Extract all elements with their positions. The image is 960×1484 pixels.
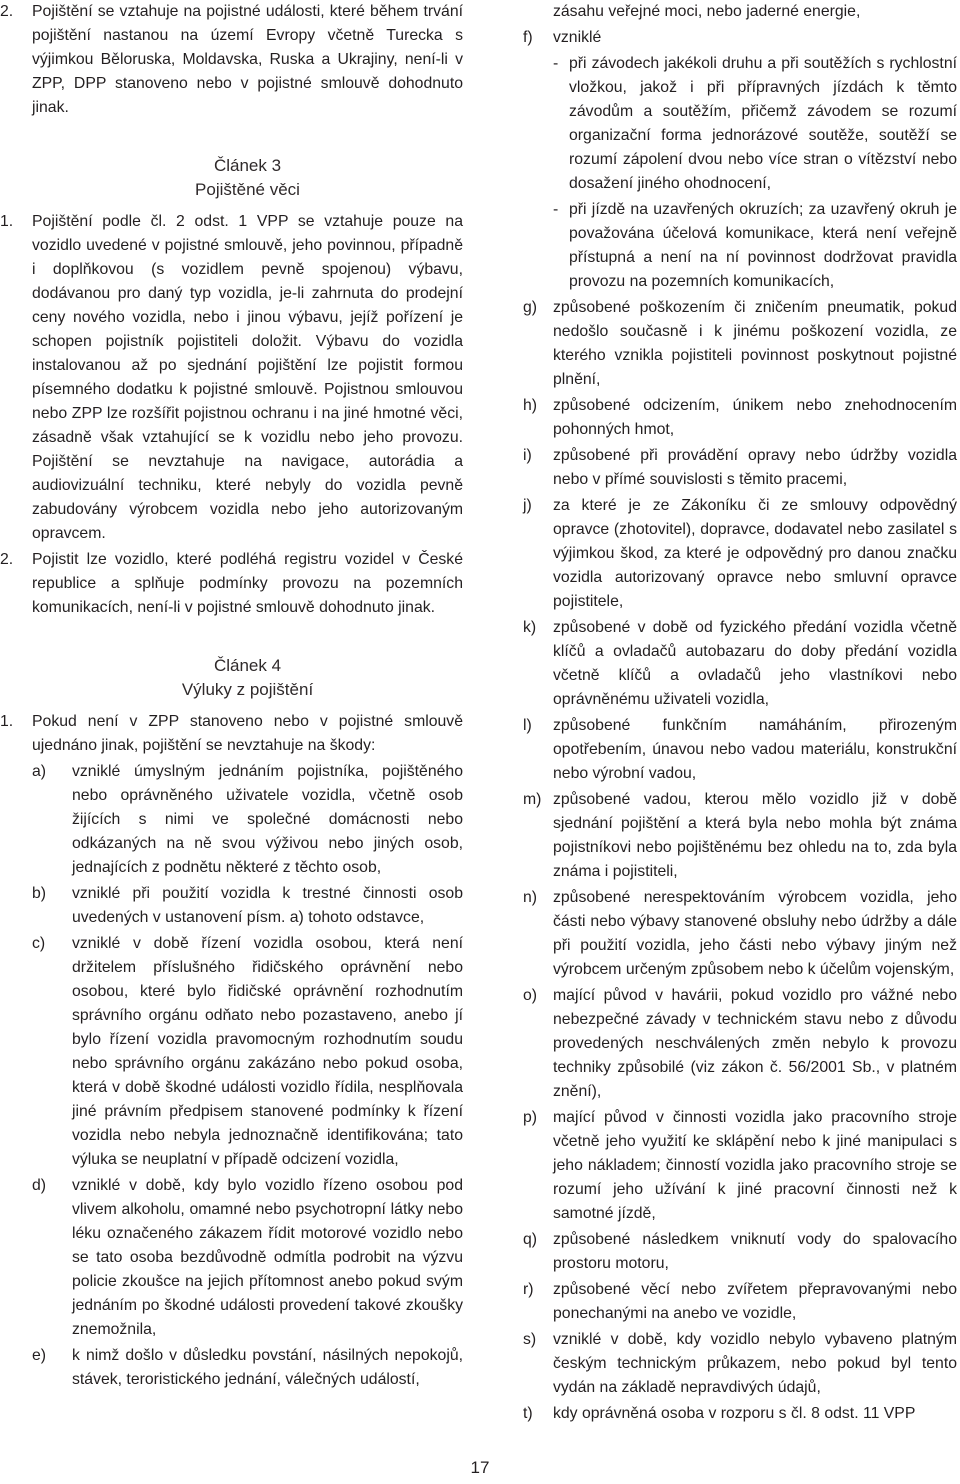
item-letter: j) <box>523 497 532 514</box>
exclusion-item-e <box>0 1344 463 1392</box>
paragraph-number: 2. <box>0 551 14 568</box>
article4-paragraph-1 <box>0 710 463 758</box>
item-text: způsobené v době od fyzického předání vozidla včetně klíčů a ovladačů autobazaru do doby předání vozidla včetně klíčů a ovladačů jeho vlastníkovi nebo oprávněnému uživateli vozidla, <box>553 619 957 708</box>
exclusion-item-s <box>497 1328 957 1400</box>
article2-paragraph-2 <box>0 0 463 120</box>
article3-paragraph-2 <box>0 548 463 620</box>
paragraph-text: Pojištění podle čl. 2 odst. 1 VPP se vztahuje pouze na vozidlo uvedené v pojistné smlouvě, jeho povinnou, případně i doplňkovou (s vozidlem pevně spojenou) výbavu, dodávanou pro daný typ vozidla, je-li zahrnuta do prodejní ceny nového vozidla, nebo i jinou výbavu, jejíž pořízení je schopen pojistník pojistiteli doložit. Výbavu do vozidla instalovanou až po sjednání pojištění lze pojistit formou písemného dodatku k pojistné smlouvě. Pojistnou smlouvou nebo ZPP lze rozšířit pojistnou ochranu i na jiné hmotné věci, zásadně však vztahující se k vozidlu nebo jeho provozu. Pojištění se nevztahuje na navigace, autorádia a audiovizuální techniku, které nebyly do vozidla pevně zabudovány výrobcem vozidla nebo jeho autorizovaným opravcem. <box>32 213 463 542</box>
exclusion-item-f <box>497 26 957 50</box>
item-text: způsobené při provádění opravy nebo údržby vozidla nebo v přímé souvislosti s těmito pracemi, <box>553 447 957 488</box>
item-text: způsobené nerespektováním výrobcem vozidla, jeho části nebo výbavy stanovené obsluhy nebo údržby a dále při použití vozidla, jeho části nebo výbavy jiným než výrobcem určeným způsobem nebo k účelům vojenským, <box>553 889 957 978</box>
item-letter: n) <box>523 889 538 906</box>
item-letter: k) <box>523 619 537 636</box>
item-text: mající původ v havárii, pokud vozidlo pro vážné nebo nebezpečné závady v technickém stavu nebo z důvodu provedených neschválených změn nebylo k provozu techniky způsobilé (viz zákon č. 56/2001 Sb., v platném znění), <box>553 987 957 1100</box>
exclusion-item-f-dash-1 <box>497 52 957 196</box>
item-letter: c) <box>32 935 46 952</box>
item-letter: i) <box>523 447 532 464</box>
left-column <box>0 0 463 1394</box>
exclusion-item-j <box>497 494 957 614</box>
item-letter: f) <box>523 29 533 46</box>
item-letter: b) <box>32 885 47 902</box>
paragraph-number: 1. <box>0 213 14 230</box>
exclusion-item-a <box>0 760 463 880</box>
exclusion-item-o <box>497 984 957 1104</box>
exclusion-item-d <box>0 1174 463 1342</box>
item-text: za které je ze Zákoníku či ze smlouvy odpovědný opravce (zhotovitel), dopravce, dodavatel nebo zasilatel s výjimkou škod, za které je odpovědný pro danou značku vozidla autorizovaný opravce nebo smluvní opravce pojistitele, <box>553 497 957 610</box>
item-letter: g) <box>523 299 538 316</box>
item-text: způsobené následkem vniknutí vody do spalovacího prostoru motoru, <box>553 1231 957 1272</box>
article3-subtitle: Pojištěné věci <box>195 180 300 199</box>
dash-text: při jízdě na uzavřených okruzích; za uzavřený okruh je považována účelová komunikace, která není veřejně přístupná a není na ní povinnost dodržovat pravidla provozu na pozemních komunikacích, <box>569 201 957 290</box>
exclusion-item-n <box>497 886 957 982</box>
article4-title: Článek 4 <box>213 656 282 675</box>
exclusion-item-k <box>497 616 957 712</box>
exclusion-item-q <box>497 1228 957 1276</box>
item-text: vzniklé v době, kdy bylo vozidlo řízeno osobou pod vlivem alkoholu, omamné nebo psychotropní látky nebo léku označeného zákazem řídit motorové vozidlo nebo se tato osoba bezdůvodně odmítla podrobit na výzvu policie zkoušce na jejich přítomnost anebo pokud svým jednáním po škodné události provedení takové zkoušky znemožnila, <box>72 1177 463 1338</box>
item-letter: l) <box>523 717 532 734</box>
item-letter: h) <box>523 397 538 414</box>
exclusion-item-r <box>497 1278 957 1326</box>
page-number: 17 <box>470 1458 490 1477</box>
item-text: způsobené poškozením či zničením pneumatik, pokud nedošlo současně i k jinému poškození vozidla, ze kterého vznikla pojistiteli povinnost poskytnout pojistné plnění, <box>553 299 957 388</box>
paragraph-text: Pojistit lze vozidlo, které podléhá registru vozidel v České republice a splňuje podmínky provozu na pozemních komunikacích, není-li v pojistné smlouvě dohodnuto jinak. <box>32 551 463 616</box>
exclusion-item-i <box>497 444 957 492</box>
exclusion-item-p <box>497 1106 957 1226</box>
item-letter: r) <box>523 1281 534 1298</box>
right-column <box>497 0 957 1428</box>
item-text: vzniklé v době, kdy vozidlo nebylo vybaveno platným českým technickým průkazem, nebo pokud byl tento vydán na základě nepravdivých údajů, <box>553 1331 957 1396</box>
item-text: způsobené odcizením, únikem nebo znehodnocením pohonných hmot, <box>553 397 957 438</box>
item-text: mající původ v činnosti vozidla jako pracovního stroje včetně jeho využití ke sklápění nebo k jiné manipulaci s jeho nákladem; činností vozidla jako pracovního stroje se rozumí jeho užívání k jiné pracovní činnosti než k samotné jízdě, <box>553 1109 957 1222</box>
dash-text: při závodech jakékoli druhu a při soutěžích s rychlostní vložkou, jakož i při přípravných jízdách k těmto závodům a soutěžím, přičemž závodem se rozumí organizační forma jednorázové soutěže, soutěží se rozumí zápolení dvou nebo více stran o vítězství nebo dosažení jiného ohodnocení, <box>569 55 957 192</box>
paragraph-number: 1. <box>0 713 14 730</box>
item-text: k nimž došlo v důsledku povstání, násilných nepokojů, stávek, teroristického jednání, válečných událostí, <box>72 1347 463 1388</box>
article3-paragraph-1 <box>0 210 463 546</box>
item-letter: o) <box>523 987 538 1004</box>
paragraph-text: Pojištění se vztahuje na pojistné události, které během trvání pojištění nastanou na území Evropy včetně Turecka s výjimkou Běloruska, Moldavska, Ruska a Ukrajiny, není-li v ZPP, DPP stanoveno nebo v pojistné smlouvě dohodnuto jinak. <box>32 3 463 116</box>
item-letter: e) <box>32 1347 47 1364</box>
item-text: vzniklé <box>553 29 602 46</box>
item-letter: s) <box>523 1331 537 1348</box>
exclusion-item-t <box>497 1402 957 1426</box>
item-text: vzniklé v době řízení vozidla osobou, která není držitelem příslušného řidičského oprávnění nebo osobou, které bylo řidičské oprávnění rozhodnutím správního orgánu odňato nebo pozastaveno, anebo jí bylo řízení vozidla pravomocným rozhodnutím soudu nebo správního orgánu zakázáno nebo pokud osoba, která v době škodné události vozidlo řídila, nesplňovala jiné právním předpisem stanovené podmínky k řízení vozidla nebo nebyla jednoznačně identifikována; tato výluka se neuplatní v případě odcizení vozidla, <box>72 935 463 1168</box>
item-text: způsobené vadou, kterou mělo vozidlo již v době sjednání pojištění a která byla nebo mohla být známa pojistníkovi nebo pojištěnému bez ohledu na to, zda byla známa i pojistiteli, <box>553 791 957 880</box>
item-letter: m) <box>523 791 542 808</box>
exclusion-item-f-dash-2 <box>497 198 957 294</box>
exclusion-item-g <box>497 296 957 392</box>
item-text: způsobené věcí nebo zvířetem přepravovanými nebo ponechanými na anebo ve vozidle, <box>553 1281 957 1322</box>
exclusion-item-m <box>497 788 957 884</box>
paragraph-text: Pokud není v ZPP stanoveno nebo v pojistné smlouvě ujednáno jinak, pojištění se nevztahuje na škody: <box>32 713 463 754</box>
exclusion-item-c <box>0 932 463 1172</box>
item-text: vzniklé při použití vozidla k trestné činnosti osob uvedených v ustanovení písm. a) tohoto odstavce, <box>72 885 463 926</box>
article4-subtitle: Výluky z pojištění <box>181 680 314 699</box>
item-letter: d) <box>32 1177 47 1194</box>
item-letter: q) <box>523 1231 538 1248</box>
item-letter: t) <box>523 1405 533 1422</box>
article3-title: Článek 3 <box>213 156 282 175</box>
paragraph-number: 2. <box>0 3 14 20</box>
item-letter: p) <box>523 1109 538 1126</box>
dash-marker: - <box>553 201 559 218</box>
item-text: vzniklé úmyslným jednáním pojistníka, pojištěného nebo oprávněného uživatele vozidla, včetně osob žijících s nimi ve společné domácnosti nebo odkázaných na ně svou výživou nebo jiných osob, jednajících z podnětu některé z těchto osob, <box>72 763 463 876</box>
exclusion-item-l <box>497 714 957 786</box>
item-text: způsobené funkčním namáháním, přirozeným opotřebením, únavou nebo vadou materiálu, konstrukční nebo výrobní vadou, <box>553 717 957 782</box>
exclusion-item-h <box>497 394 957 442</box>
dash-marker: - <box>553 55 559 72</box>
item-text: kdy oprávněná osoba v rozporu s čl. 8 odst. 11 VPP <box>553 1405 916 1422</box>
exclusion-item-b <box>0 882 463 930</box>
exclusion-item-e-continued: zásahu veřejné moci, nebo jaderné energie, <box>553 3 861 20</box>
item-letter: a) <box>32 763 47 780</box>
